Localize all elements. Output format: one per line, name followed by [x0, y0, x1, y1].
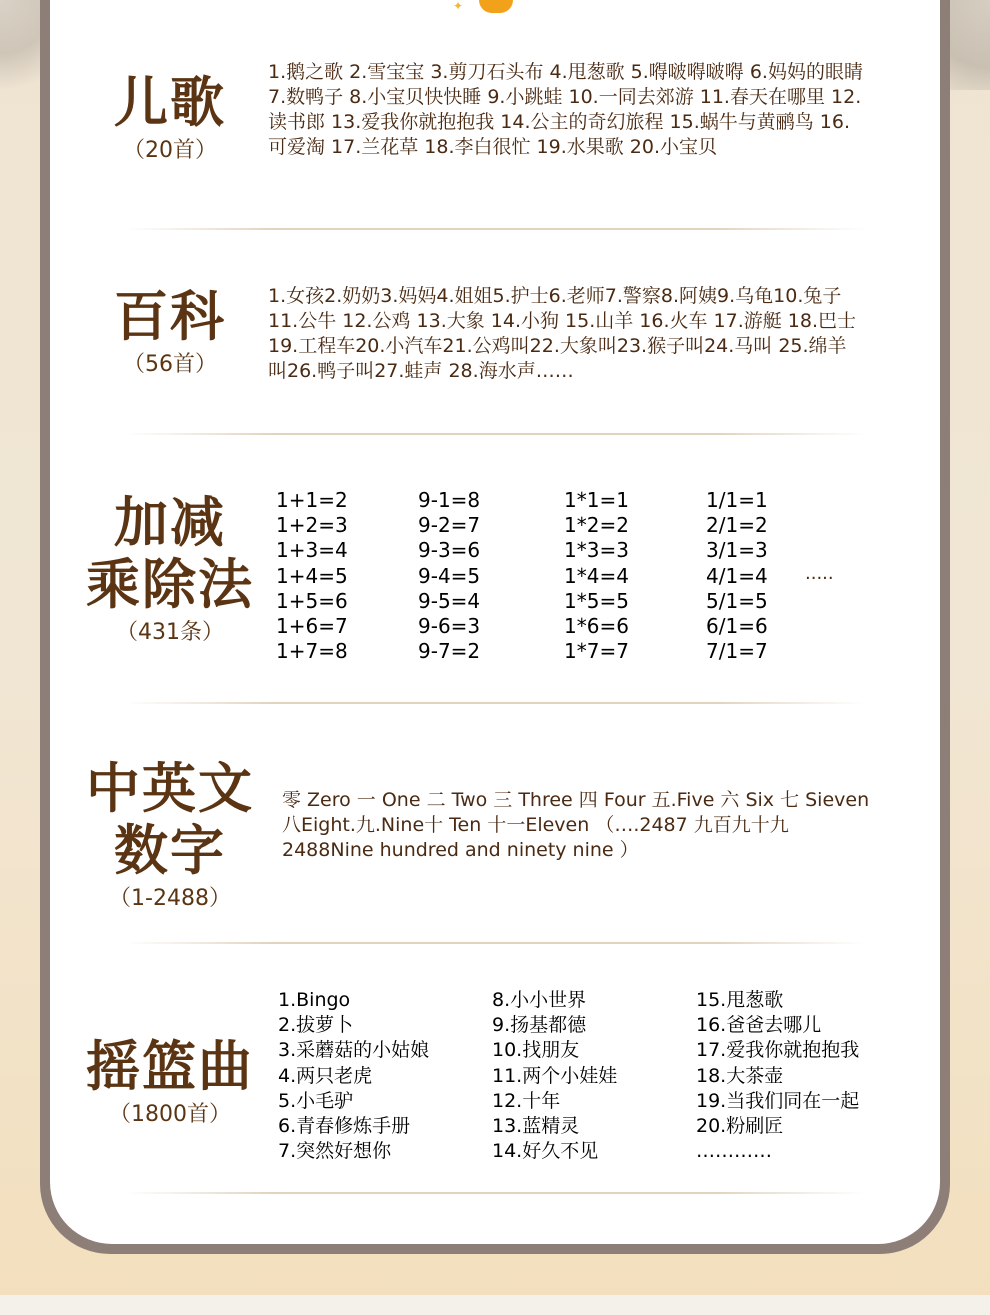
section-title: 儿歌	[114, 71, 226, 134]
equation: 1/1=1	[706, 488, 768, 512]
equation: 9-7=2	[418, 639, 481, 664]
section-title-line1: 中英文	[86, 757, 254, 820]
section-title: 摇篮曲	[86, 1035, 254, 1098]
equation: 9-5=4	[418, 588, 481, 613]
section-count: （431条）	[116, 620, 224, 645]
section-label	[50, 286, 290, 380]
list-item: 19.当我们同在一起	[696, 1089, 860, 1112]
list-item: 13.蓝精灵	[492, 1115, 580, 1138]
list-item: 2.拔萝卜	[278, 1014, 354, 1037]
lullaby-column-2	[492, 988, 617, 1164]
section-label	[50, 492, 290, 648]
addition-column	[276, 488, 348, 664]
section-title-line2: 乘除法	[86, 553, 254, 616]
section-count: （56首）	[123, 352, 217, 377]
equation: 6/1=6	[706, 614, 768, 639]
section-bilingual-numbers	[50, 758, 940, 928]
equation: 4/1=4	[706, 563, 768, 588]
equation: 3/1=3	[706, 538, 768, 563]
lullaby-column-3	[696, 988, 859, 1164]
list-item: 16.爸爸去哪儿	[696, 1014, 822, 1037]
list-item: 11.两个小娃娃	[492, 1064, 618, 1087]
equation: 1*5=5	[564, 588, 629, 613]
equation: 1+3=4	[276, 538, 348, 563]
section-encyclopedia	[50, 284, 940, 394]
equation: 9-3=6	[418, 538, 481, 563]
divider	[125, 433, 865, 435]
equation: 1*2=2	[564, 513, 629, 538]
section-count: （20首）	[123, 138, 217, 163]
list-item: 14.好久不见	[492, 1140, 599, 1163]
section-count: （1-2488）	[109, 886, 231, 911]
equation: 1+7=8	[276, 639, 348, 664]
equation: 1*1=1	[564, 488, 629, 512]
section-nursery-rhymes	[50, 60, 940, 200]
list-item: 3.采蘑菇的小姑娘	[278, 1039, 430, 1062]
list-item: 9.扬基都德	[492, 1014, 587, 1037]
equation: 1+6=7	[276, 614, 348, 639]
divider	[125, 228, 865, 230]
section-label	[50, 758, 290, 914]
divider	[125, 702, 865, 704]
equation: 1+5=6	[276, 588, 348, 613]
equation: 9-1=8	[418, 488, 481, 512]
list-item: 12.十年	[492, 1089, 561, 1112]
list-item: 10.找朋友	[492, 1039, 580, 1062]
equation: 9-6=3	[418, 614, 481, 639]
divider	[125, 942, 865, 944]
list-item: 5.小毛驴	[278, 1089, 354, 1112]
equation: 1+1=2	[276, 488, 348, 512]
list-item: 7.突然好想你	[278, 1140, 392, 1163]
lullaby-column-1	[278, 988, 429, 1164]
multiplication-column	[564, 488, 629, 664]
list-item: …………	[696, 1140, 772, 1163]
equation: 1+4=5	[276, 563, 348, 588]
list-item: 8.小小世界	[492, 989, 587, 1011]
equation: 1*7=7	[564, 639, 629, 664]
section-count: （1800首）	[109, 1102, 231, 1127]
equation: 1*4=4	[564, 563, 629, 588]
bottom-strip	[0, 1295, 990, 1315]
equation: 1*6=6	[564, 614, 629, 639]
equation: 5/1=5	[706, 588, 768, 613]
section-title-line2: 数字	[114, 819, 226, 882]
division-column	[706, 488, 768, 664]
list-item: 6.青春修炼手册	[278, 1115, 411, 1138]
section-title: 百科	[114, 285, 226, 348]
equation: 2/1=2	[706, 513, 768, 538]
section-label	[50, 1036, 290, 1130]
list-item: 4.两只老虎	[278, 1064, 373, 1087]
sparkle-icon: ✦	[453, 0, 464, 13]
list-item: 20.粉刷匠	[696, 1115, 784, 1138]
section-lullabies	[50, 988, 940, 1168]
list-item: 1.Bingo	[278, 989, 351, 1011]
list-item: 18.大茶壶	[696, 1064, 784, 1087]
song-list-text: 1.鹅之歌 2.雪宝宝 3.剪刀石头布 4.甩葱歌 5.嘚啵嘚啵嘚 6.妈妈的眼睛 7.数鸭子 8.小宝贝快快睡 9.小跳蛙 10.一同去郊游 11.春天在哪里 12.读书郎 13.爱我你就抱抱我 14.公主的奇幻旅程 15.蜗牛与黄鹂鸟 16.可爱淘 17.兰花草 18.李白很忙 19.水果歌 20.小宝贝	[268, 61, 863, 158]
section-label	[50, 72, 290, 166]
number-list-text: 零 Zero 一 One 二 Two 三 Three 四 Four 五.Five 六 Six 七 Sieven 八Eight.九.Nine十 Ten 十一Eleven （….2487 九百九十九 2488Nine hundred and ninety nine ）	[282, 789, 870, 861]
divider	[125, 1192, 865, 1194]
list-item: 15.甩葱歌	[696, 989, 784, 1011]
equation: 9-4=5	[418, 563, 481, 588]
topic-list-text: 1.女孩2.奶奶3.妈妈4.姐姐5.护士6.老师7.警察8.阿姨9.乌龟10.兔子 11.公牛 12.公鸡 13.大象 14.小狗 15.山羊 16.火车 17.游艇 18.巴士 19.工程车20.小汽车21.公鸡叫22.大象叫23.猴子叫24.马叫 25.绵羊叫26.鸭子叫27.蛙声 28.海水声……	[268, 285, 857, 382]
list-item: 17.爱我你就抱抱我	[696, 1039, 860, 1062]
section-title-line1: 加减	[114, 491, 226, 554]
equation: 1+2=3	[276, 513, 348, 538]
more-ellipsis: .....	[805, 563, 834, 584]
subtraction-column	[418, 488, 480, 664]
equation: 9-2=7	[418, 513, 481, 538]
equation: 1*3=3	[564, 538, 629, 563]
equation: 7/1=7	[706, 639, 768, 664]
